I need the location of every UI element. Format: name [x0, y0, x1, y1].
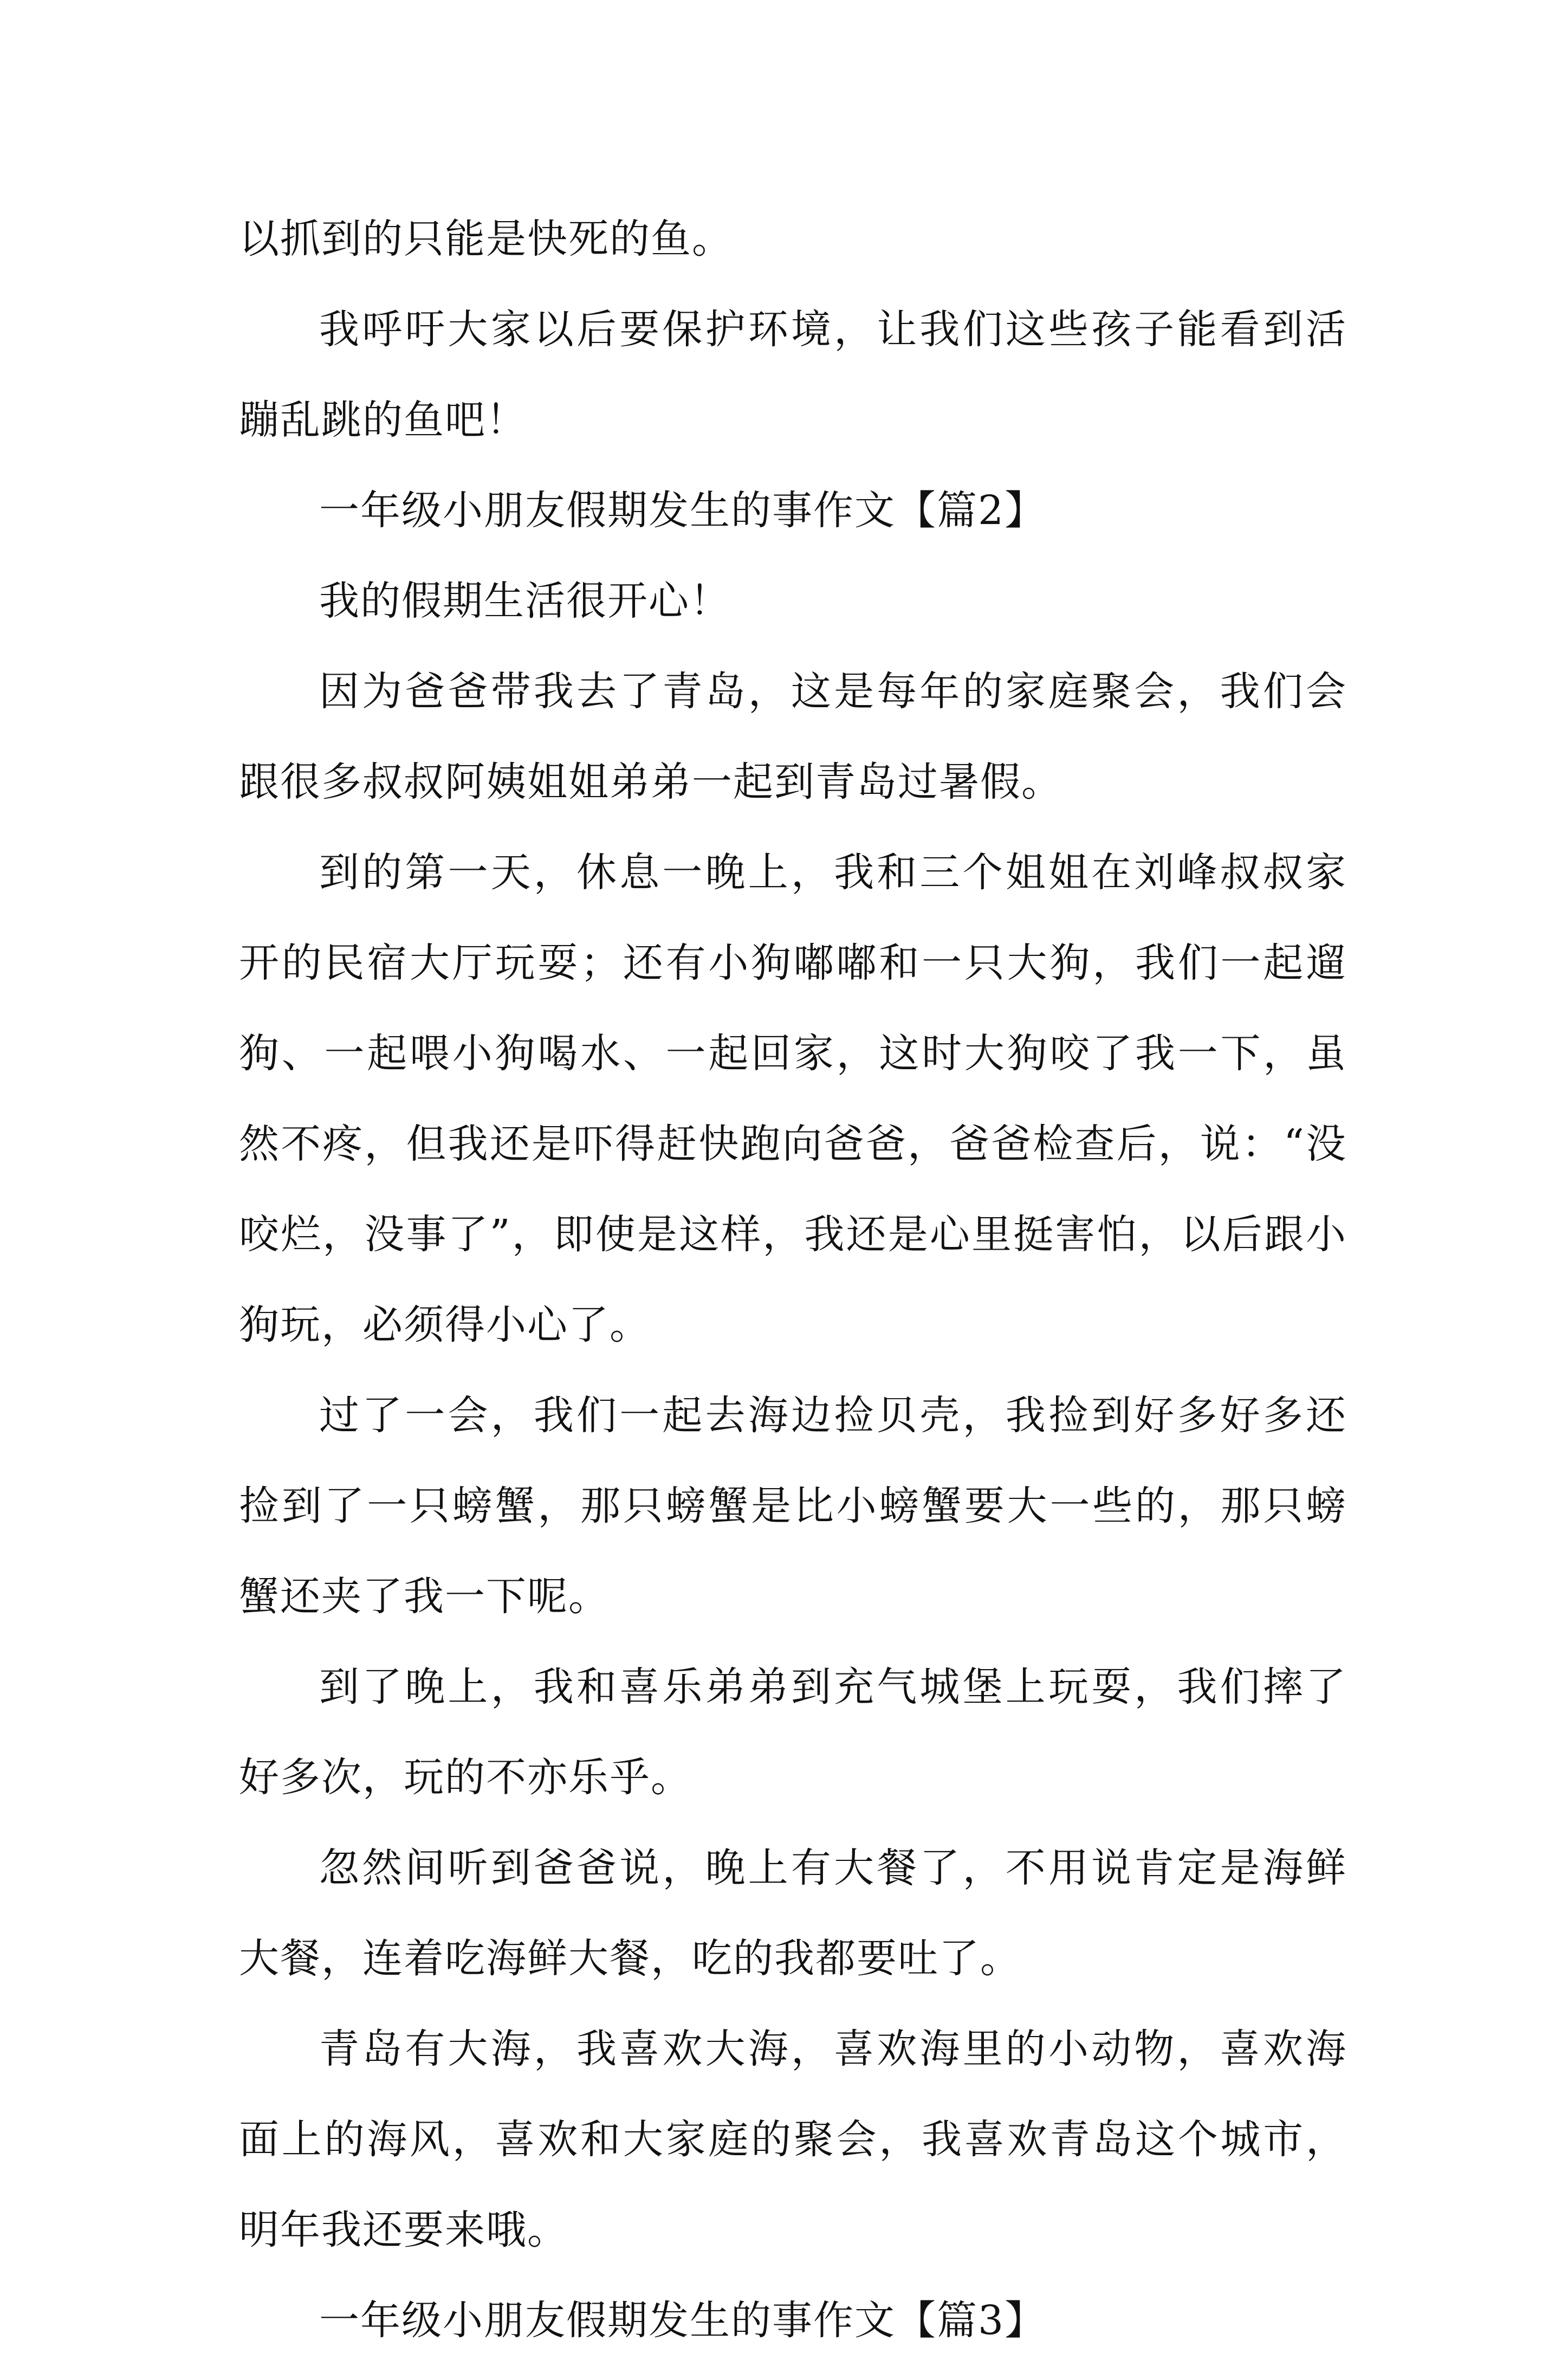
paragraph-continuation: 以抓到的只能是快死的鱼。: [239, 216, 733, 262]
paragraph: 我的假期生活很开心！: [319, 578, 731, 624]
paragraph: 我呼吁大家以后要保护环境，让我们这些孩子能看到活蹦乱跳的鱼吧！: [239, 306, 1347, 443]
paragraph: 到了晚上，我和喜乐弟弟到充气城堡上玩耍，我们摔了好多次，玩的不亦乐乎。: [239, 1664, 1347, 1801]
paragraph: 到的第一天，休息一晚上，我和三个姐姐在刘峰叔叔家开的民宿大厅玩耍；还有小狗嘟嘟和一只大狗，我们一起遛狗、一起喂小狗喝水、一起回家，这时大狗咬了我一下，虽然不疼，但我还是吓得赶快跑向爸爸，爸爸检查后，说：“没咬烂，没事了”，即使是这样，我还是心里挺害怕，以后跟小狗玩，必须得小心了。: [239, 849, 1347, 1348]
paragraph: 青岛有大海，我喜欢大海，喜欢海里的小动物，喜欢海面上的海风，喜欢和大家庭的聚会，我喜欢青岛这个城市，明年我还要来哦。: [239, 2026, 1347, 2253]
paragraph: 过了一会，我们一起去海边捡贝壳，我捡到好多好多还捡到了一只螃蟹，那只螃蟹是比小螃蟹要大一些的，那只螃蟹还夹了我一下呢。: [239, 1392, 1347, 1620]
paragraph: 因为爸爸带我去了青岛，这是每年的家庭聚会，我们会跟很多叔叔阿姨姐姐弟弟一起到青岛过暑假。: [239, 668, 1347, 805]
section-heading: 一年级小朋友假期发生的事作文【篇3】: [319, 2297, 1046, 2344]
section-heading: 一年级小朋友假期发生的事作文【篇2】: [319, 487, 1046, 534]
document-body: [239, 194, 1347, 2366]
paragraph: 忽然间听到爸爸说，晚上有大餐了，不用说肯定是海鲜大餐，连着吃海鲜大餐，吃的我都要吐了。: [239, 1845, 1347, 1982]
